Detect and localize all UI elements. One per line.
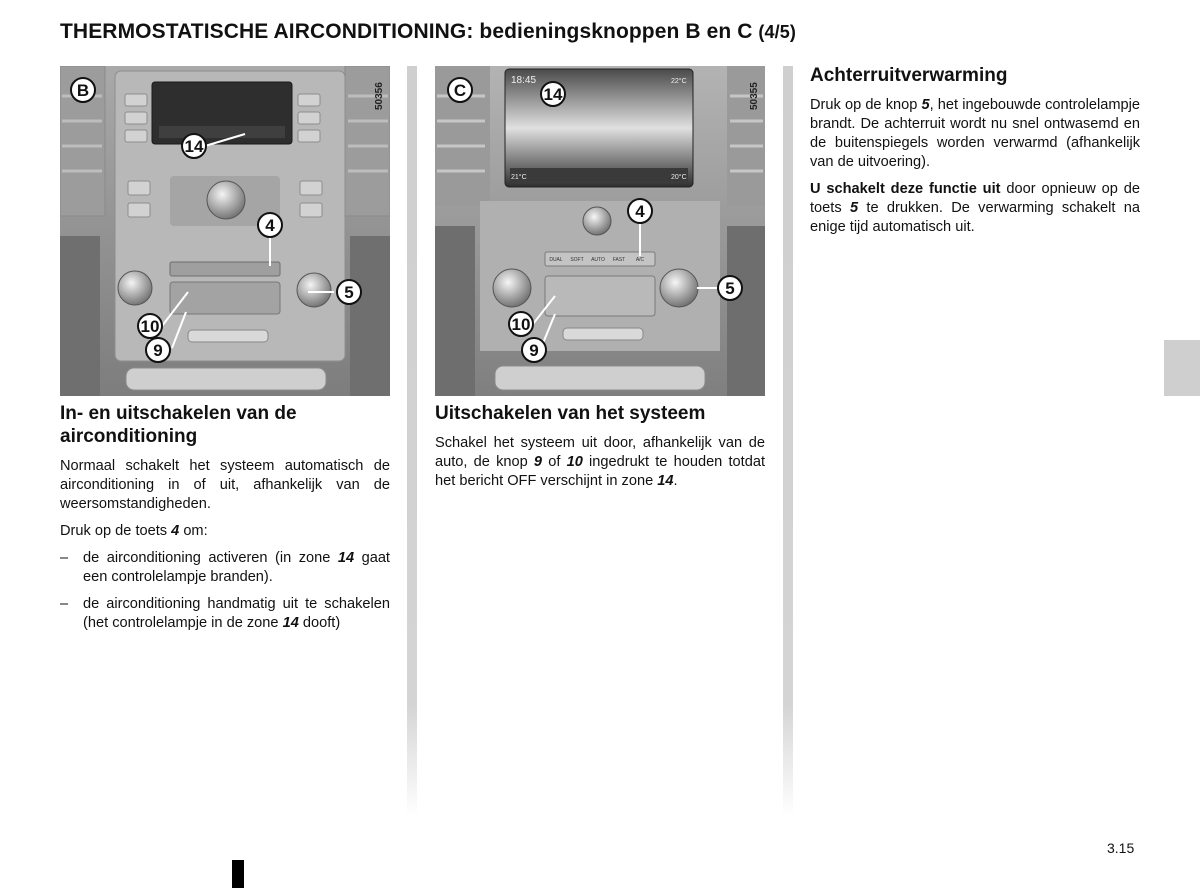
callout-9: 9: [529, 341, 539, 360]
callout-4: 4: [635, 202, 645, 221]
page-title: [60, 20, 796, 44]
page-title-text: THERMOSTATISCHE AIRCONDITIONING: bedieningsknoppen B en C: [60, 20, 753, 43]
column-separator-1: [407, 66, 417, 816]
figure-c-letter: C: [453, 81, 467, 100]
figure-c-top-temp: 22°C: [671, 78, 687, 85]
column-3: [810, 64, 1140, 245]
figure-c-btn-auto: AUTO: [591, 257, 605, 263]
figure-c-btn-soft: SOFT: [570, 257, 584, 263]
figure-c-temp-left: 21°C: [511, 174, 527, 181]
col1-paragraph-1: Normaal schakelt het systeem automatisch de airconditioning in of uit, afhankelijk van de weersomstandigheden.: [60, 458, 390, 512]
figure-c-ref: 50355: [749, 82, 760, 110]
figure-c: [435, 66, 765, 396]
callout-14: 14: [184, 137, 204, 156]
figure-c-btn-dual: DUAL: [549, 257, 563, 263]
col1-list-item-1: – de airconditioning activeren (in zone 14 gaat een controlelampje branden).: [60, 550, 390, 585]
chapter-tab: [1164, 340, 1200, 396]
page-title-suffix: (4/5): [758, 22, 796, 42]
footer-mark: [232, 860, 244, 888]
figure-b-letter: B: [76, 81, 90, 100]
callout-5: 5: [344, 283, 354, 302]
figure-b-ref: 50356: [374, 82, 385, 110]
col3-paragraph-2: U schakelt deze functie uit door opnieuw op de toets 5 te drukken. De verwarming schakelt na enige tijd automatisch uit.: [810, 181, 1140, 235]
page-number: 3.15: [1107, 840, 1135, 856]
callout-5: 5: [725, 279, 735, 298]
figure-c-btn-fast: FAST: [612, 257, 626, 263]
column-1: [60, 402, 390, 641]
callout-10: 10: [511, 315, 531, 334]
col3-heading: Achterruitverwarming: [810, 65, 1008, 86]
figure-c-btn-ac: A/C: [635, 257, 645, 263]
figure-b: [60, 66, 390, 396]
figure-c-temp-right: 20°C: [671, 174, 687, 181]
column-2: [435, 402, 765, 499]
callout-4: 4: [265, 216, 275, 235]
callout-9: 9: [153, 341, 163, 360]
col1-list-item-2: – de airconditioning handmatig uit te schakelen (het controlelampje in de zone 14 dooft): [60, 596, 390, 631]
col1-heading: In- en uitschakelen van de airconditioning: [60, 403, 297, 447]
column-separator-2: [783, 66, 793, 816]
figure-c-screen-time: 18:45: [511, 75, 537, 86]
col3-paragraph-1: Druk op de knop 5, het ingebouwde controlelampje brandt. De achterruit wordt nu snel ontwasemd en de buitenspiegels worden verwarmd (afhankelijk van de uitvoering).: [810, 97, 1140, 170]
callout-14: 14: [543, 85, 563, 104]
col2-heading: Uitschakelen van het systeem: [435, 403, 706, 424]
col1-paragraph-2: Druk op de toets 4 om:: [60, 523, 208, 539]
callout-10: 10: [140, 317, 160, 336]
col2-paragraph-1: Schakel het systeem uit door, afhankelijk van de auto, de knop 9 of 10 ingedrukt te houden totdat het bericht OFF verschijnt in zone 14.: [435, 435, 765, 489]
